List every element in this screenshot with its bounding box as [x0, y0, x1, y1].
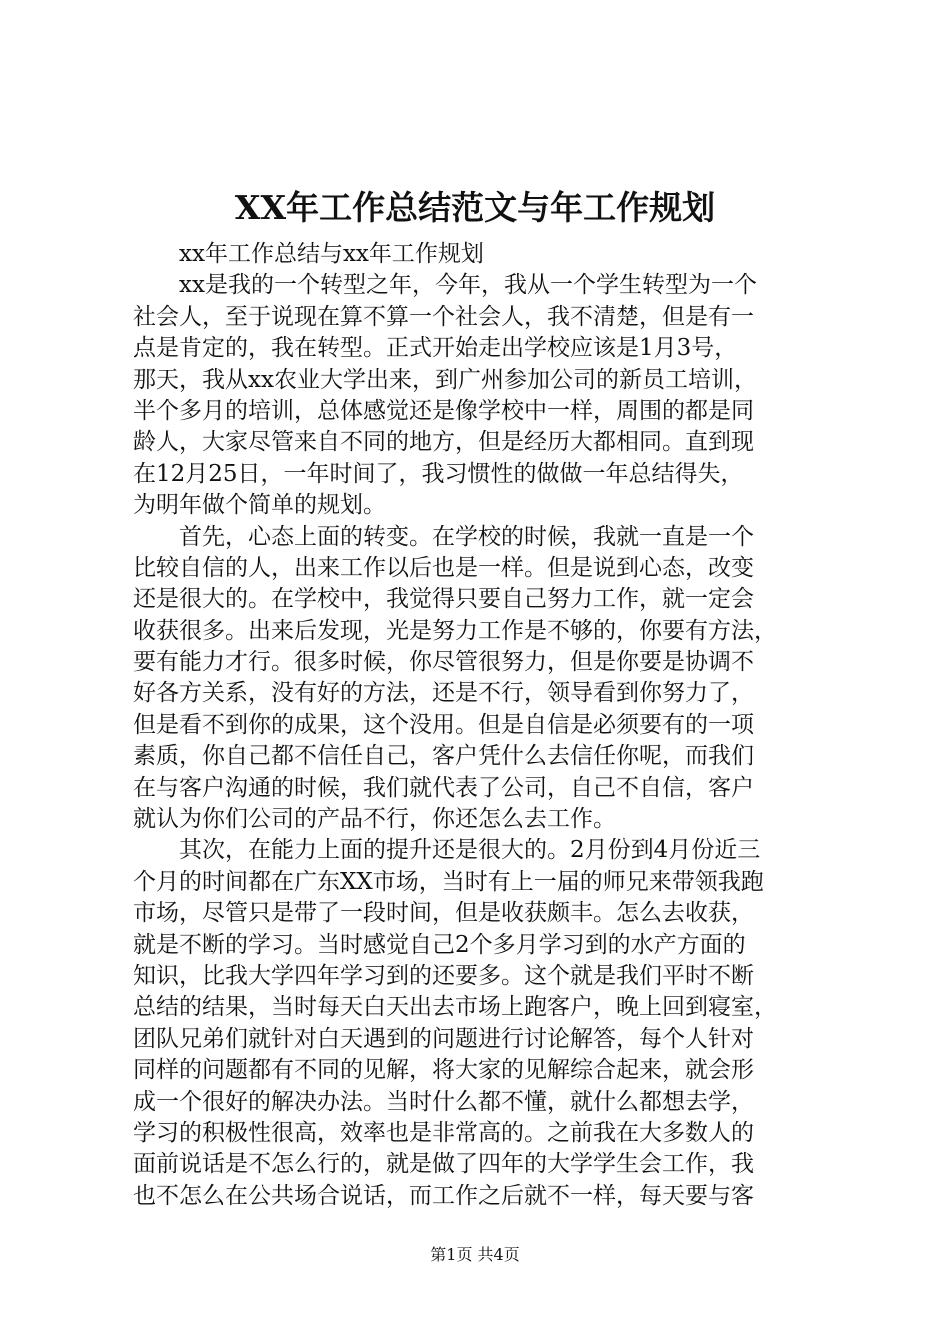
- paragraph-line: 在12月25日，一年时间了，我习惯性的做做一年总结得失，: [133, 460, 744, 487]
- paragraph-line: 龄人，大家尽管来自不同的地方，但是经历大都相同。直到现: [133, 429, 754, 456]
- document-title: XX年工作总结范文与年工作规划: [234, 188, 716, 227]
- paragraph-line: 同样的问题都有不同的见解，将大家的见解综合起来，就会形: [133, 1057, 754, 1084]
- paragraph-line: 团队兄弟们就针对白天遇到的问题进行讨论解答，每个人针对: [133, 1025, 754, 1052]
- paragraph-line: 但是看不到你的成果，这个没用。但是自信是必须要有的一项: [133, 711, 754, 738]
- paragraph-line: 个月的时间都在广东XX市场，当时有上一届的师兄来带领我跑: [133, 868, 764, 895]
- paragraph-line: 就是不断的学习。当时感觉自己2个多月学习到的水产方面的: [133, 931, 746, 958]
- paragraph-line: 还是很大的。在学校中，我觉得只要自己努力工作，就一定会: [133, 586, 754, 613]
- paragraph-line: 半个多月的培训，总体感觉还是像学校中一样，周围的都是同: [133, 397, 754, 424]
- paragraph-line: 要有能力才行。很多时候，你尽管很努力，但是你要是协调不: [133, 649, 754, 676]
- paragraph-line: 知识，比我大学四年学习到的还要多。这个就是我们平时不断: [133, 962, 754, 989]
- document-body: [133, 239, 833, 1212]
- paragraph-line: 总结的结果，当时每天白天出去市场上跑客户，晚上回到寝室，: [133, 994, 777, 1021]
- paragraph-line: 面前说话是不怎么行的，就是做了四年的大学学生会工作，我: [133, 1151, 754, 1178]
- paragraph-line: 比较自信的人，出来工作以后也是一样。但是说到心态，改变: [133, 554, 754, 581]
- paragraph-line: 点是肯定的，我在转型。正式开始走出学校应该是1月3号，: [133, 335, 738, 362]
- paragraph-line: 收获很多。出来后发现，光是努力工作是不够的，你要有方法，: [133, 617, 777, 644]
- page-number: 第1页 共4页: [430, 1245, 520, 1264]
- paragraph-line: 社会人，至于说现在算不算一个社会人，我不清楚，但是有一: [133, 303, 754, 330]
- paragraph-line: 首先，心态上面的转变。在学校的时候，我就一直是一个: [179, 523, 754, 550]
- paragraph-line: 市场，尽管只是带了一段时间，但是收获颇丰。怎么去收获，: [133, 900, 754, 927]
- paragraph-line: 学习的积极性很高，效率也是非常高的。之前我在大多数人的: [133, 1119, 754, 1146]
- paragraph-line: 素质，你自己都不信任自己，客户凭什么去信任你呢，而我们: [133, 743, 754, 770]
- paragraph-line: 也不怎么在公共场合说话，而工作之后就不一样，每天要与客: [133, 1182, 754, 1209]
- paragraph-line: xx是我的一个转型之年，今年，我从一个学生转型为一个: [179, 272, 757, 299]
- paragraph-line: 在与客户沟通的时候，我们就代表了公司，自己不自信，客户: [133, 774, 754, 801]
- paragraph-line: 就认为你们公司的产品不行，你还怎么去工作。: [133, 806, 616, 833]
- paragraph-line: 其次，在能力上面的提升还是很大的。2月份到4月份近三: [179, 837, 761, 864]
- paragraph-line: 成一个很好的解决办法。当时什么都不懂，就什么都想去学，: [133, 1088, 754, 1115]
- subtitle-line: xx年工作总结与xx年工作规划: [179, 241, 484, 267]
- paragraph-line: 好各方关系，没有好的方法，还是不行，领导看到你努力了，: [133, 680, 754, 707]
- paragraph-line: 那天，我从xx农业大学出来，到广州参加公司的新员工培训，: [133, 366, 757, 393]
- paragraph-line: 为明年做个简单的规划。: [133, 492, 386, 519]
